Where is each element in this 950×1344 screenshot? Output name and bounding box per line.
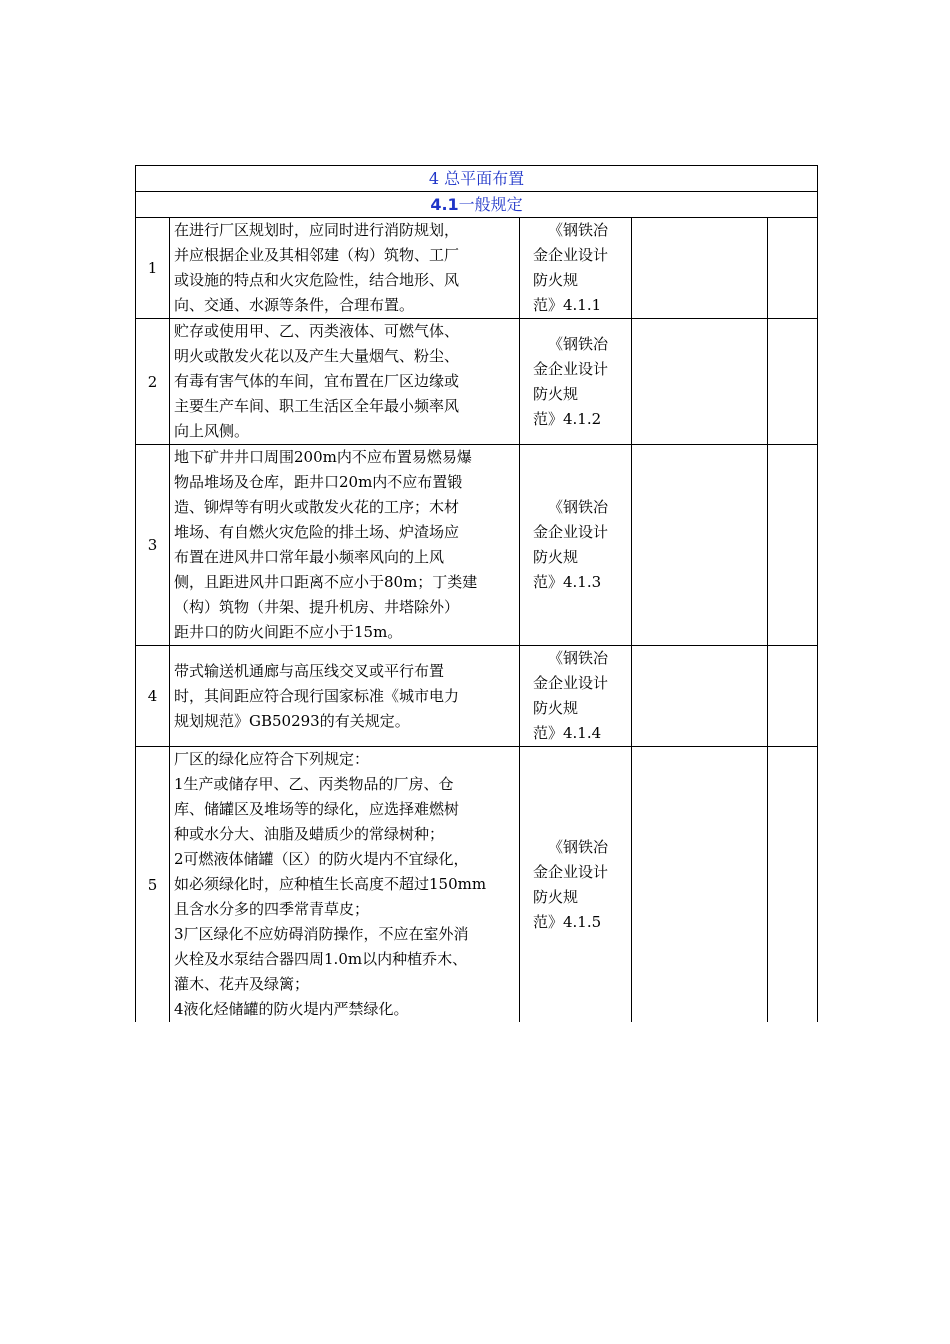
code-reference xyxy=(520,747,632,1023)
reference-line: 金企业设计 xyxy=(533,359,609,378)
reference-line: 防火规 xyxy=(533,271,579,289)
reference-line: 金企业设计 xyxy=(533,523,609,541)
table-row xyxy=(136,646,818,747)
table-row xyxy=(136,445,818,646)
requirement-line: 主要生产车间、职工生活区全年最小频率风 xyxy=(174,397,460,415)
reference-line: 范》4.1.2 xyxy=(533,409,602,428)
table-row xyxy=(136,319,818,445)
section-title: 4 总平面布置 xyxy=(136,166,818,192)
requirement-line: 贮存或使用甲、乙、丙类液体、可燃气体、 xyxy=(174,322,460,340)
reference-line: 范》4.1.1 xyxy=(533,296,602,314)
code-reference xyxy=(520,218,632,319)
subsection-title xyxy=(136,192,818,218)
requirement-text xyxy=(170,646,520,747)
requirement-line: 造、铆焊等有明火或散发火花的工序；木材 xyxy=(174,498,460,516)
requirement-line: 3厂区绿化不应妨碍消防操作，不应在室外消 xyxy=(174,925,469,943)
requirement-line: （构）筑物（井架、提升机房、井塔除外） xyxy=(174,598,460,616)
requirement-line: 火栓及水泵结合器四周1.0m以内种植乔木、 xyxy=(174,950,468,968)
requirement-line: 灌木、花卉及绿篱； xyxy=(174,975,310,993)
requirement-line: 如必须绿化时，应种植生长高度不超过150mm xyxy=(174,875,487,893)
check-result-cell xyxy=(632,445,768,646)
reference-line: 金企业设计 xyxy=(533,674,609,692)
reference-line: 防火规 xyxy=(533,887,579,906)
requirement-text xyxy=(170,445,520,646)
row-number: 3 xyxy=(136,445,170,646)
requirement-line: 带式输送机通廊与高压线交叉或平行布置 xyxy=(174,661,445,680)
requirement-line: 有毒有害气体的车间，宜布置在厂区边缘或 xyxy=(174,372,460,390)
check-result-cell xyxy=(632,747,768,1023)
reference-line: 《钢铁冶 xyxy=(548,221,609,239)
requirement-line: 侧，且距进风井口距离不应小于80m；丁类建 xyxy=(174,573,478,591)
requirement-line: 物品堆场及仓库，距井口20m内不应布置锻 xyxy=(174,473,463,491)
requirement-line: 地下矿井井口周围200m内不应布置易燃易爆 xyxy=(174,448,472,466)
subsection-number: 4.1 xyxy=(430,195,459,214)
requirement-line: 1生产或储存甲、乙、丙类物品的厂房、仓 xyxy=(174,775,454,793)
row-number: 1 xyxy=(136,218,170,319)
requirement-line: 距井口的防火间距不应小于15m。 xyxy=(174,623,403,641)
row-number: 4 xyxy=(136,646,170,747)
requirement-text xyxy=(170,319,520,445)
reference-line: 范》4.1.5 xyxy=(533,912,602,931)
remark-cell xyxy=(768,445,818,646)
row-number: 2 xyxy=(136,319,170,445)
requirement-line: 并应根据企业及其相邻建（构）筑物、工厂 xyxy=(174,246,460,264)
reference-line: 《钢铁冶 xyxy=(548,498,609,516)
reference-line: 范》4.1.3 xyxy=(533,573,602,591)
fire-code-table xyxy=(135,165,818,1022)
reference-line: 《钢铁冶 xyxy=(548,334,609,353)
requirement-line: 或设施的特点和火灾危险性，结合地形、风 xyxy=(174,271,460,289)
requirement-line: 厂区的绿化应符合下列规定： xyxy=(174,750,370,768)
requirement-line: 向上风侧。 xyxy=(174,422,250,440)
requirement-line: 4液化烃储罐的防火堤内严禁绿化。 xyxy=(174,1000,409,1018)
requirement-line: 且含水分多的四季常青草皮； xyxy=(174,900,370,918)
reference-line: 防火规 xyxy=(533,548,579,566)
remark-cell xyxy=(768,646,818,747)
code-reference xyxy=(520,445,632,646)
requirement-line: 堆场、有自燃火灾危险的排土场、炉渣场应 xyxy=(174,523,460,541)
requirement-text xyxy=(170,218,520,319)
requirement-line: 时，其间距应符合现行国家标准《城市电力 xyxy=(174,686,460,705)
requirement-line: 在进行厂区规划时，应同时进行消防规划， xyxy=(174,221,460,239)
table-row xyxy=(136,747,818,1023)
reference-line: 《钢铁冶 xyxy=(548,837,609,856)
reference-line: 金企业设计 xyxy=(533,862,609,881)
requirement-line: 库、储罐区及堆场等的绿化，应选择难燃树 xyxy=(174,800,460,818)
subsection-label: 一般规定 xyxy=(458,195,523,214)
row-number: 5 xyxy=(136,747,170,1023)
code-reference xyxy=(520,319,632,445)
reference-line: 金企业设计 xyxy=(533,246,609,264)
check-result-cell xyxy=(632,218,768,319)
requirement-line: 种或水分大、油脂及蜡质少的常绿树种； xyxy=(174,825,445,843)
remark-cell xyxy=(768,747,818,1023)
check-result-cell xyxy=(632,646,768,747)
remark-cell xyxy=(768,218,818,319)
checklist-sheet xyxy=(135,165,817,1022)
requirement-line: 布置在进风井口常年最小频率风向的上风 xyxy=(174,548,445,566)
reference-line: 防火规 xyxy=(533,384,579,403)
reference-line: 范》4.1.4 xyxy=(533,724,602,742)
requirement-line: 明火或散发火花以及产生大量烟气、粉尘、 xyxy=(174,347,460,365)
code-reference xyxy=(520,646,632,747)
check-result-cell xyxy=(632,319,768,445)
requirement-line: 规划规范》GB50293的有关规定。 xyxy=(174,711,410,730)
requirement-line: 向、交通、水源等条件，合理布置。 xyxy=(174,296,415,314)
reference-line: 防火规 xyxy=(533,699,579,717)
reference-line: 《钢铁冶 xyxy=(548,649,609,667)
table-row xyxy=(136,218,818,319)
requirement-text xyxy=(170,747,520,1023)
remark-cell xyxy=(768,319,818,445)
requirement-line: 2可燃液体储罐（区）的防火堤内不宜绿化， xyxy=(174,850,469,868)
